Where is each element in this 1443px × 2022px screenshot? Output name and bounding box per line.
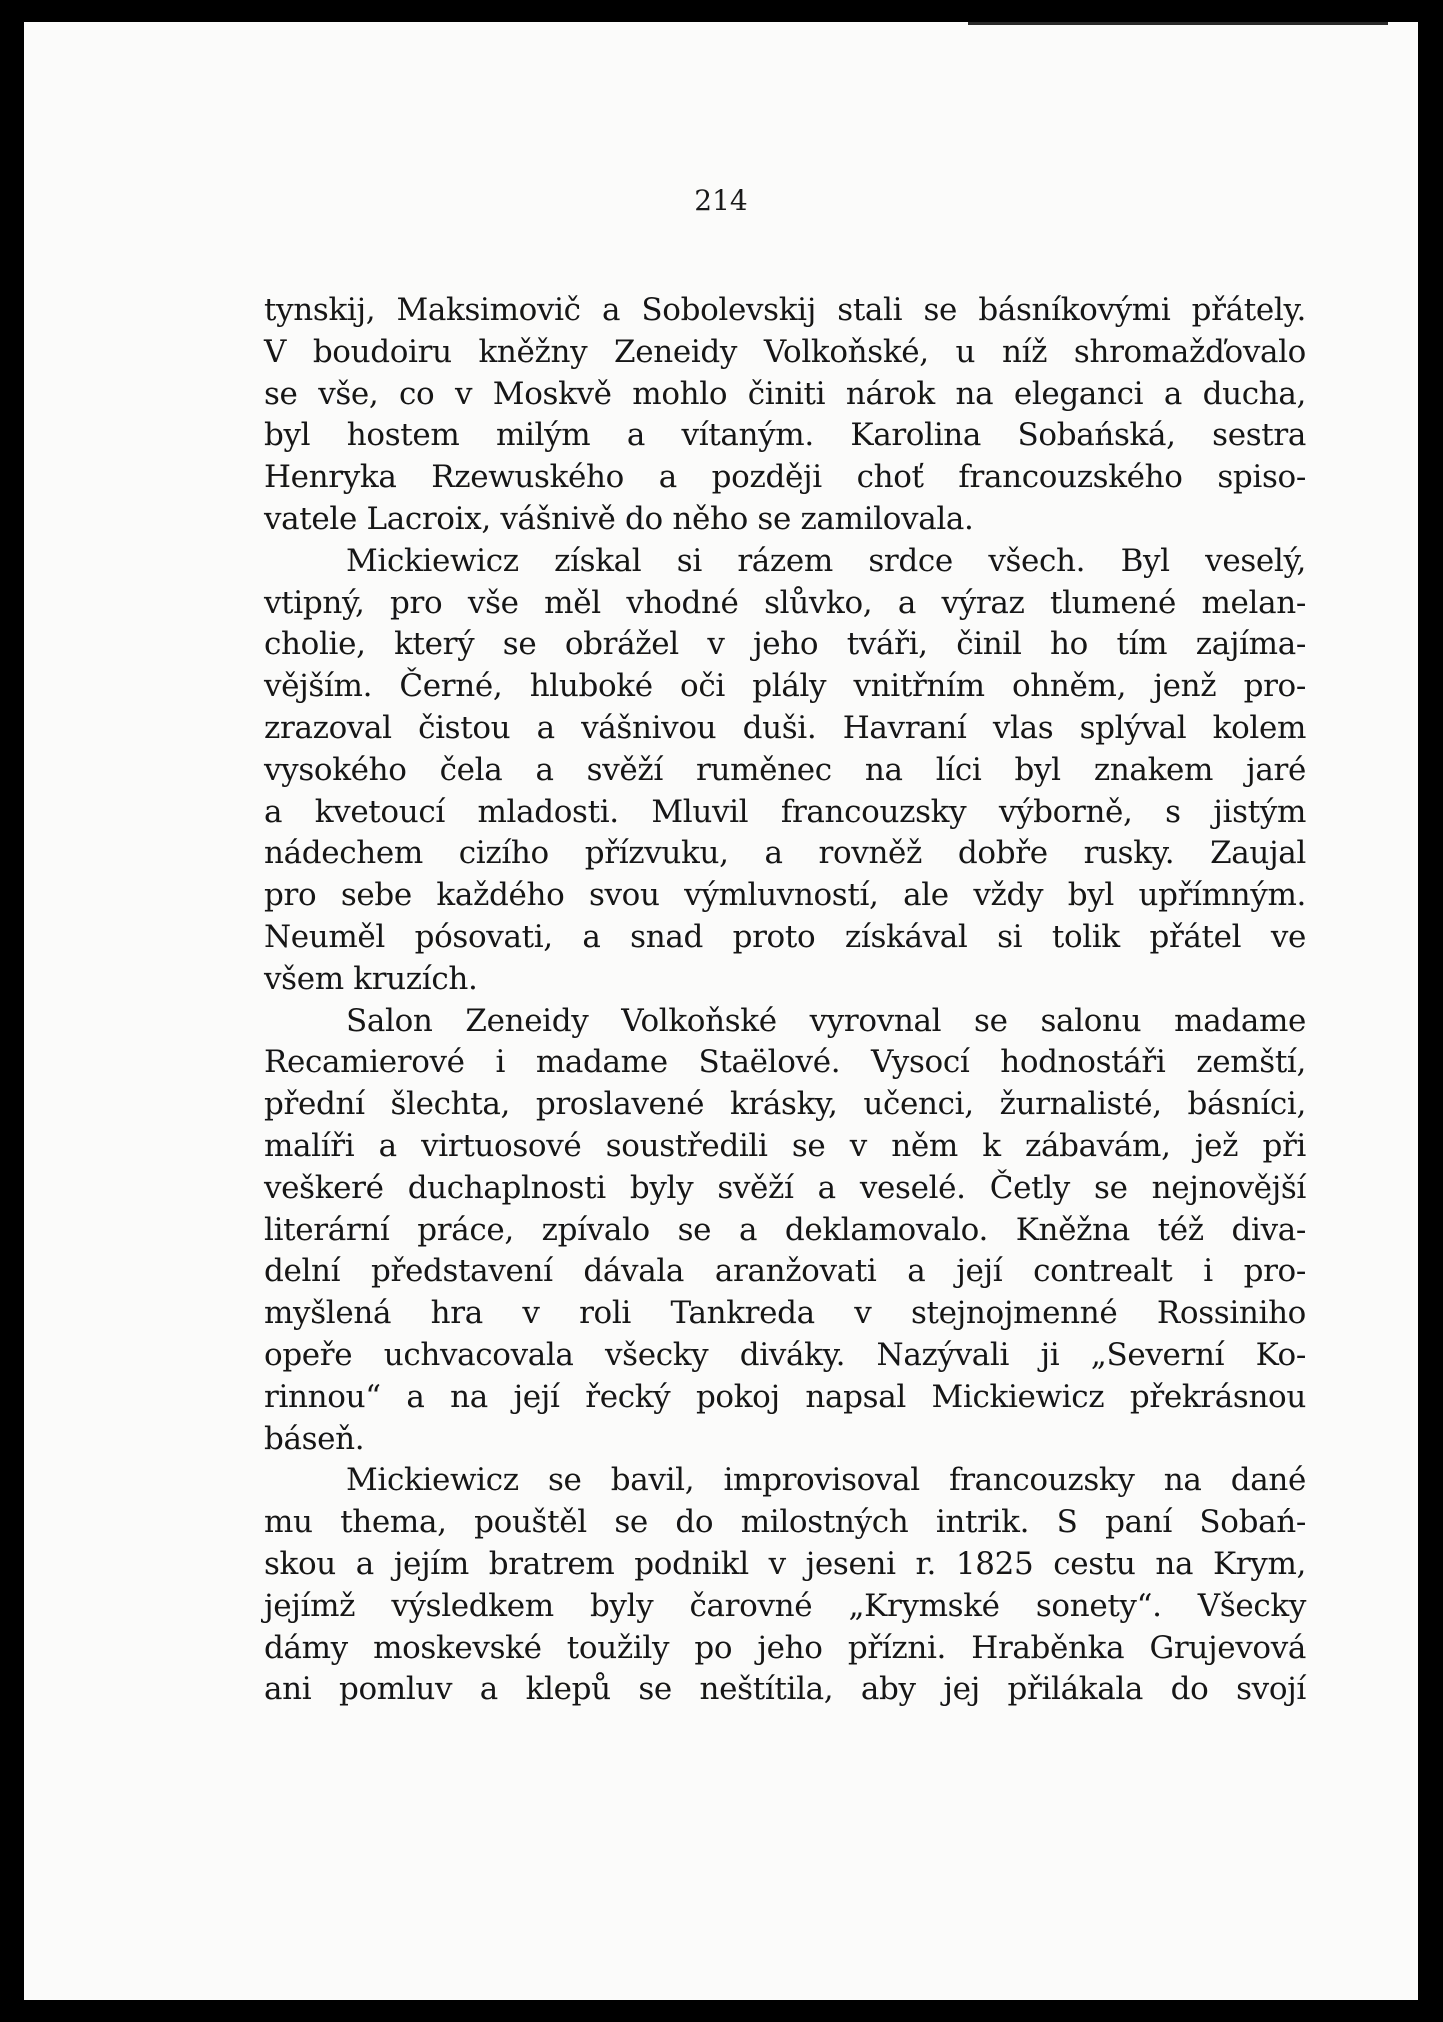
- text-line: literární práce, zpívalo se a deklamovalo. Kněžna též diva-: [264, 1211, 1306, 1248]
- text-line: nádechem cizího přízvuku, a rovněž dobře rusky. Zaujal: [264, 835, 1306, 872]
- text-line: vtipný, pro vše měl vhodné slůvko, a výraz tlumené melan-: [264, 584, 1306, 621]
- text-line: pro sebe každého svou výmluvností, ale vždy byl upřímným.: [264, 877, 1306, 914]
- text-line: Salon Zeneidy Volkoňské vyrovnal se salonu madame: [346, 1002, 1306, 1039]
- text-line: báseň.: [264, 1420, 365, 1457]
- page-number: 214: [694, 184, 748, 217]
- text-line: malíři a virtuosové soustředili se v něm k zábavám, jež při: [264, 1127, 1306, 1164]
- text-line: se vše, co v Moskvě mohlo činiti nárok na eleganci a ducha,: [264, 375, 1306, 412]
- text-line: opeře uchvacovala všecky diváky. Nazývali ji „Severní Ko-: [264, 1336, 1306, 1373]
- text-line: Henryka Rzewuského a později choť francouzského spiso-: [264, 459, 1306, 496]
- text-line: ani pomluv a klepů se neštítila, aby jej přilákala do svojí: [264, 1671, 1306, 1708]
- text-line: jejímž výsledkem byly čarovné „Krymské sonety“. Všecky: [264, 1587, 1306, 1624]
- text-line: vysokého čela a svěží ruměnec na líci byl znakem jaré: [264, 751, 1306, 788]
- text-line: Mickiewicz získal si rázem srdce všech. Byl veselý,: [346, 542, 1306, 579]
- text-line: Recamierové i madame Staëlové. Vysocí hodnostáři zemští,: [264, 1044, 1306, 1081]
- text-line: V boudoiru kněžny Zeneidy Volkoňské, u níž shromažďovalo: [264, 333, 1306, 370]
- text-line: všem kruzích.: [264, 960, 478, 997]
- body-text: [264, 290, 1306, 1711]
- text-line: delní představení dávala aranžovati a její contrealt i pro-: [264, 1253, 1306, 1290]
- text-line: a kvetoucí mladosti. Mluvil francouzsky výborně, s jistým: [264, 793, 1306, 830]
- text-line: rinnou“ a na její řecký pokoj napsal Mickiewicz překrásnou: [264, 1378, 1306, 1415]
- top-edge-rule: [968, 22, 1388, 25]
- book-page: [24, 22, 1418, 2000]
- text-line: vatele Lacroix, vášnivě do něho se zamilovala.: [264, 500, 974, 537]
- text-line: byl hostem milým a vítaným. Karolina Sobańská, sestra: [264, 417, 1306, 454]
- text-line: cholie, který se obrážel v jeho tváři, činil ho tím zajíma-: [264, 626, 1306, 663]
- text-line: Neuměl pósovati, a snad proto získával si tolik přátel ve: [264, 918, 1306, 955]
- text-line: přední šlechta, proslavené krásky, učenci, žurnalisté, básníci,: [264, 1086, 1306, 1123]
- text-line: vějším. Černé, hluboké oči plály vnitřním ohněm, jenž pro-: [264, 668, 1306, 705]
- text-line: myšlená hra v roli Tankreda v stejnojmenné Rossiniho: [264, 1295, 1306, 1332]
- text-line: skou a jejím bratrem podnikl v jeseni r. 1825 cestu na Krym,: [264, 1545, 1306, 1582]
- text-line: zrazoval čistou a vášnivou duši. Havraní vlas splýval kolem: [264, 709, 1306, 746]
- text-line: mu thema, pouštěl se do milostných intrik. S paní Sobań-: [264, 1504, 1306, 1541]
- text-line: Mickiewicz se bavil, improvisoval francouzsky na dané: [346, 1462, 1306, 1499]
- text-line: veškeré duchaplnosti byly svěží a veselé. Četly se nejnovější: [264, 1169, 1306, 1206]
- text-line: tynskij, Maksimovič a Sobolevskij stali se básníkovými přátely.: [264, 292, 1306, 328]
- text-line: dámy moskevské toužily po jeho přízni. Hraběnka Grujevová: [264, 1629, 1306, 1666]
